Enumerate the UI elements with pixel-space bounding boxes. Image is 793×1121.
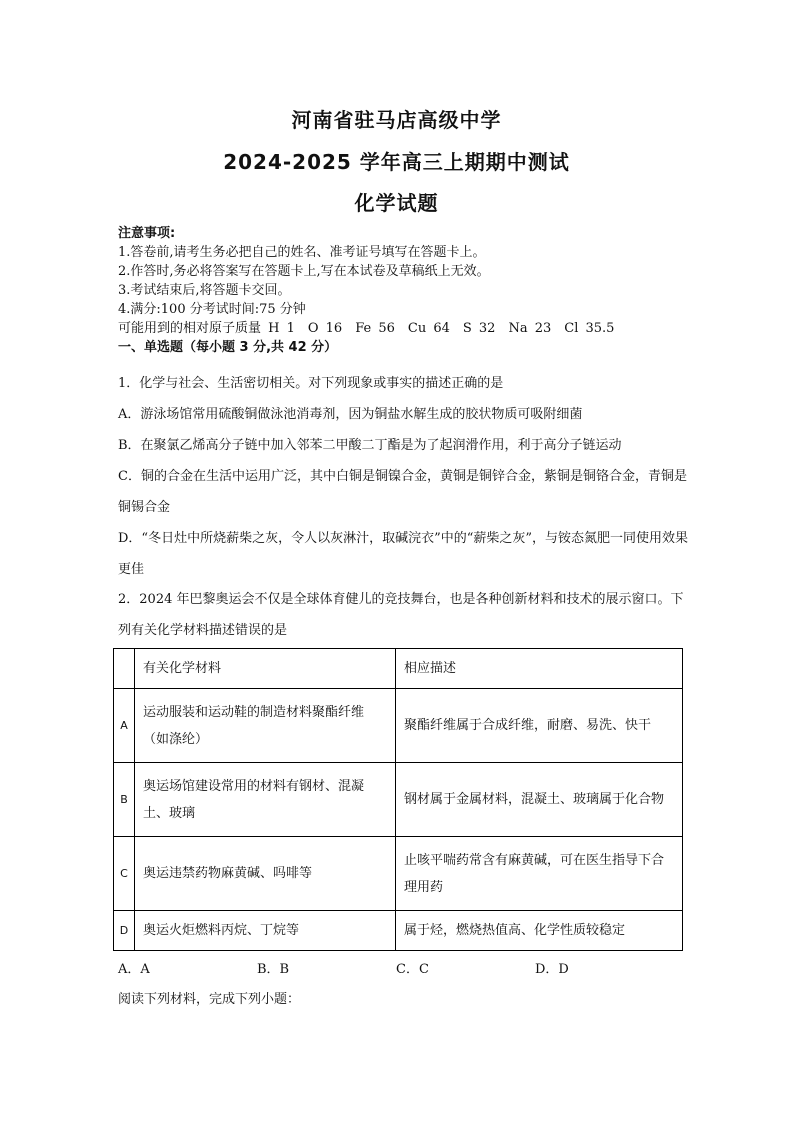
question-stem: 1．化学与社会、生活密切相关。对下列现象或事实的描述正确的是	[118, 376, 504, 391]
table-row	[114, 763, 683, 837]
material-cell: 奥运火炬燃料丙烷、丁烷等	[135, 911, 396, 951]
row-label: A	[114, 689, 135, 763]
table-header-cell: 相应描述	[396, 649, 683, 689]
description-cell: 钢材属于金属材料，混凝土、玻璃属于化合物	[396, 763, 683, 837]
material-cell: 奥运场馆建设常用的材料有钢材、混凝土、玻璃	[135, 763, 396, 837]
section-title: 一、单选题（每小题 3 分,共 42 分）	[118, 340, 338, 355]
description-cell: 聚酯纤维属于合成纤维，耐磨、易洗、快干	[396, 689, 683, 763]
table-header-row	[114, 649, 683, 689]
description-cell: 属于烃，燃烧热值高、化学性质较稳定	[396, 911, 683, 951]
note-item: 4.满分:100 分考试时间:75 分钟	[118, 302, 306, 317]
exam-notes	[118, 224, 688, 357]
table-row	[114, 911, 683, 951]
material-cell: 运动服装和运动鞋的制造材料聚酯纤维（如涤纶）	[135, 689, 396, 763]
table-row	[114, 689, 683, 763]
option-c: C．铜的合金在生活中运用广泛，其中白铜是铜镍合金，黄铜是铜锌合金，紫铜是铜铬合金，青铜是铜锡合金	[118, 469, 687, 515]
exam-title: 2024-2025 学年高三上期期中测试	[223, 150, 570, 174]
row-label: B	[114, 763, 135, 837]
note-item: 3.考试结束后,将答题卡交回。	[118, 283, 291, 298]
subject-title: 化学试题	[354, 191, 439, 215]
note-item: 1.答卷前,请考生务必把自己的姓名、准考证号填写在答题卡上。	[118, 245, 486, 260]
choice-d: D．D	[535, 962, 569, 977]
choice-c: C．C	[396, 962, 429, 977]
question-2-choices	[118, 958, 678, 977]
table-header-cell	[114, 649, 135, 689]
table-header-cell: 有关化学材料	[135, 649, 396, 689]
materials-table	[113, 648, 683, 951]
material-cell: 奥运违禁药物麻黄碱、吗啡等	[135, 837, 396, 911]
row-label: C	[114, 837, 135, 911]
option-d: D．“冬日灶中所烧薪柴之灰，令人以灰淋汁，取碱浣衣”中的“薪柴之灰”，与铵态氮肥一同使用效果更佳	[118, 531, 689, 577]
description-cell: 止咳平喘药常含有麻黄碱，可在医生指导下合理用药	[396, 837, 683, 911]
notes-heading: 注意事项:	[118, 226, 176, 241]
school-title: 河南省驻马店高级中学	[291, 108, 502, 132]
reading-instruction: 阅读下列材料，完成下列小题：	[118, 992, 301, 1007]
note-item: 2.作答时,务必将答案写在答题卡上,写在本试卷及草稿纸上无效。	[118, 264, 490, 279]
choice-b: B．B	[257, 962, 290, 977]
row-label: D	[114, 911, 135, 951]
question-1	[118, 368, 688, 585]
option-a: A．游泳场馆常用硫酸铜做泳池消毒剂，因为铜盐水解生成的胶状物质可吸附细菌	[118, 407, 583, 422]
atomic-masses: 可能用到的相对原子质量 H 1 O 16 Fe 56 Cu 64 S 32 Na 23 Cl 35.5	[118, 321, 615, 336]
option-b: B．在聚氯乙烯高分子链中加入邻苯二甲酸二丁酯是为了起润滑作用，利于高分子链运动	[118, 438, 622, 453]
question-2-stem: 2．2024 年巴黎奥运会不仅是全球体育健儿的竞技舞台，也是各种创新材料和技术的展示窗口。下列有关化学材料描述错误的是	[118, 592, 684, 638]
choice-a: A．A	[118, 962, 150, 977]
table-row	[114, 837, 683, 911]
